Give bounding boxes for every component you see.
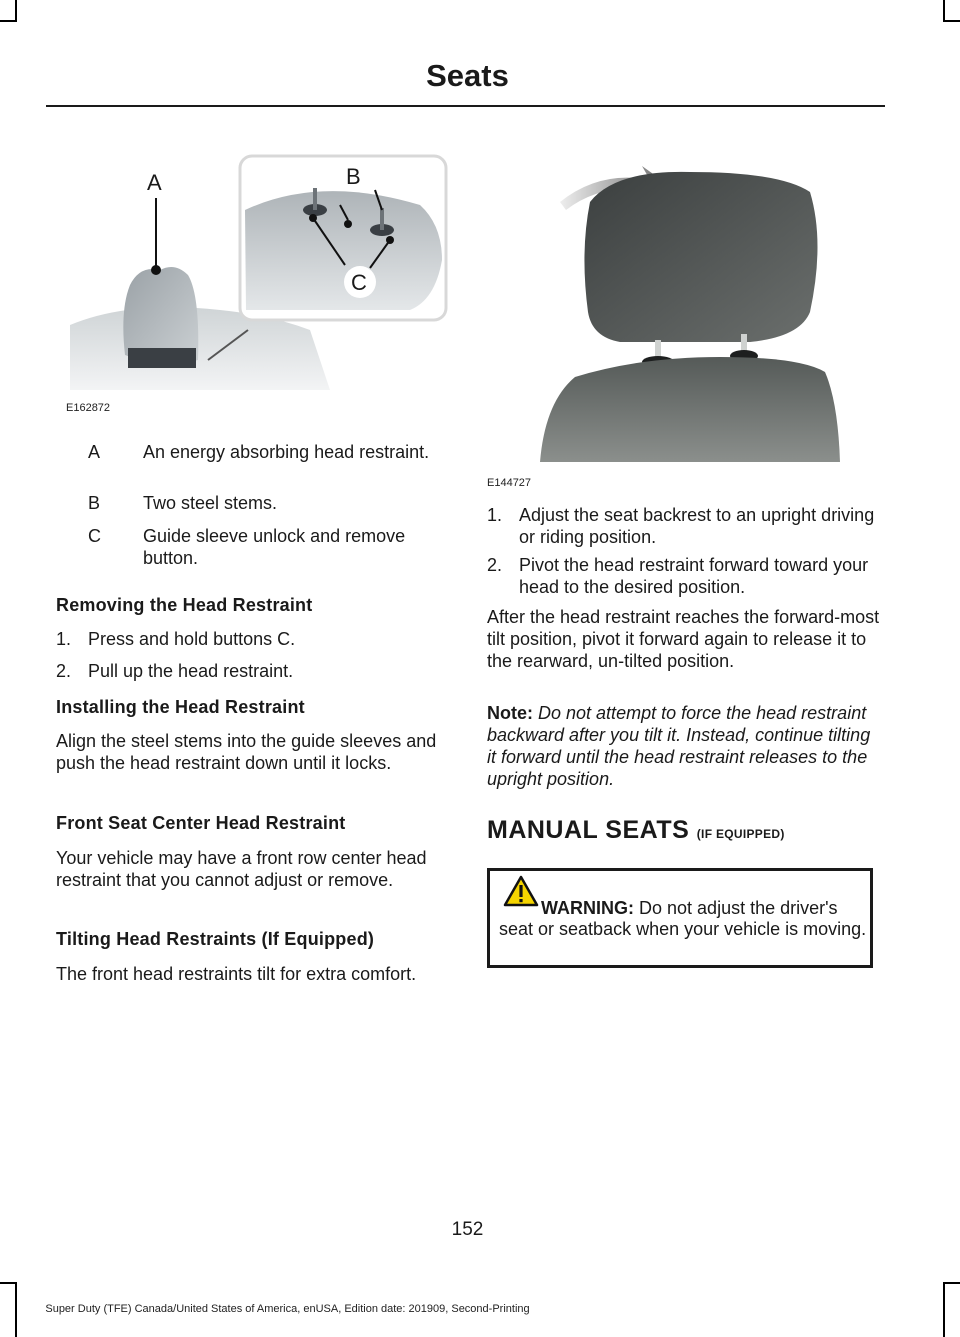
callout-c: C xyxy=(351,270,367,295)
heading-center: Front Seat Center Head Restraint xyxy=(56,813,346,833)
section-title: MANUAL SEATS xyxy=(487,816,690,844)
figure-id: E162872 xyxy=(66,402,111,414)
page-title: Seats xyxy=(426,58,509,93)
callout-a: A xyxy=(147,170,162,195)
crop-mark xyxy=(0,1282,17,1284)
crop-mark xyxy=(943,1282,960,1284)
crop-mark xyxy=(0,20,17,22)
note xyxy=(487,702,881,790)
legend-key: C xyxy=(88,526,101,546)
paragraph-after: After the head restraint reaches the forward-most tilt position, pivot it forward again to release it to the rearward, un-tilted position. xyxy=(487,607,880,671)
header-divider xyxy=(46,105,885,107)
list-number: 1. xyxy=(56,629,72,649)
legend-key: A xyxy=(88,442,101,462)
list-number: 1. xyxy=(487,505,503,525)
list-number: 2. xyxy=(487,555,503,575)
heading-removing: Removing the Head Restraint xyxy=(56,595,313,615)
legend-text: An energy absorbing head restraint. xyxy=(143,442,430,462)
warning-body: Do not adjust the driver's seat or seatback when your vehicle is moving. xyxy=(499,898,867,939)
list-text: Pull up the head restraint. xyxy=(88,661,294,681)
paragraph-tilting: The front head restraints tilt for extra comfort. xyxy=(56,964,417,984)
legend-text: Two steel stems. xyxy=(143,493,278,513)
note-text: Do not attempt to force the head restraint backward after you tilt it. Instead, continue tilting it forward until the head restraint releases to the upright position. xyxy=(487,703,871,789)
legend-key: B xyxy=(88,493,101,513)
figure-head-restraint xyxy=(70,150,450,390)
section-suffix: (IF EQUIPPED) xyxy=(696,827,785,841)
list-number: 2. xyxy=(56,661,72,681)
section-heading xyxy=(487,816,785,845)
list-text: Press and hold buttons C. xyxy=(88,629,296,649)
crop-mark xyxy=(943,20,960,22)
footer-text: Super Duty (TFE) Canada/United States of America, enUSA, Edition date: 201909, Second-Printing xyxy=(45,1303,530,1315)
warning-text xyxy=(499,898,869,940)
legend-text: Guide sleeve unlock and remove button. xyxy=(143,526,406,568)
page-number: 152 xyxy=(451,1219,484,1240)
crop-mark xyxy=(943,0,945,22)
list-text: Adjust the seat backrest to an upright driving or riding position. xyxy=(519,505,875,547)
callout-b: B xyxy=(346,164,361,189)
paragraph-center: Your vehicle may have a front row center head restraint that you cannot adjust or remove. xyxy=(56,848,427,890)
warning-label: WARNING: xyxy=(541,898,634,918)
heading-tilting: Tilting Head Restraints (If Equipped) xyxy=(56,929,375,949)
warning-box xyxy=(487,868,873,968)
crop-mark xyxy=(15,0,17,22)
list-text: Pivot the head restraint forward toward your head to the desired position. xyxy=(519,555,869,597)
figure-tilting-head-restraint xyxy=(520,162,880,472)
figure-id: E144727 xyxy=(487,477,532,489)
crop-mark xyxy=(943,1282,945,1337)
heading-installing: Installing the Head Restraint xyxy=(56,697,305,717)
note-label: Note: xyxy=(487,703,533,723)
paragraph-installing: Align the steel stems into the guide sleeves and push the head restraint down until it locks. xyxy=(56,731,437,773)
